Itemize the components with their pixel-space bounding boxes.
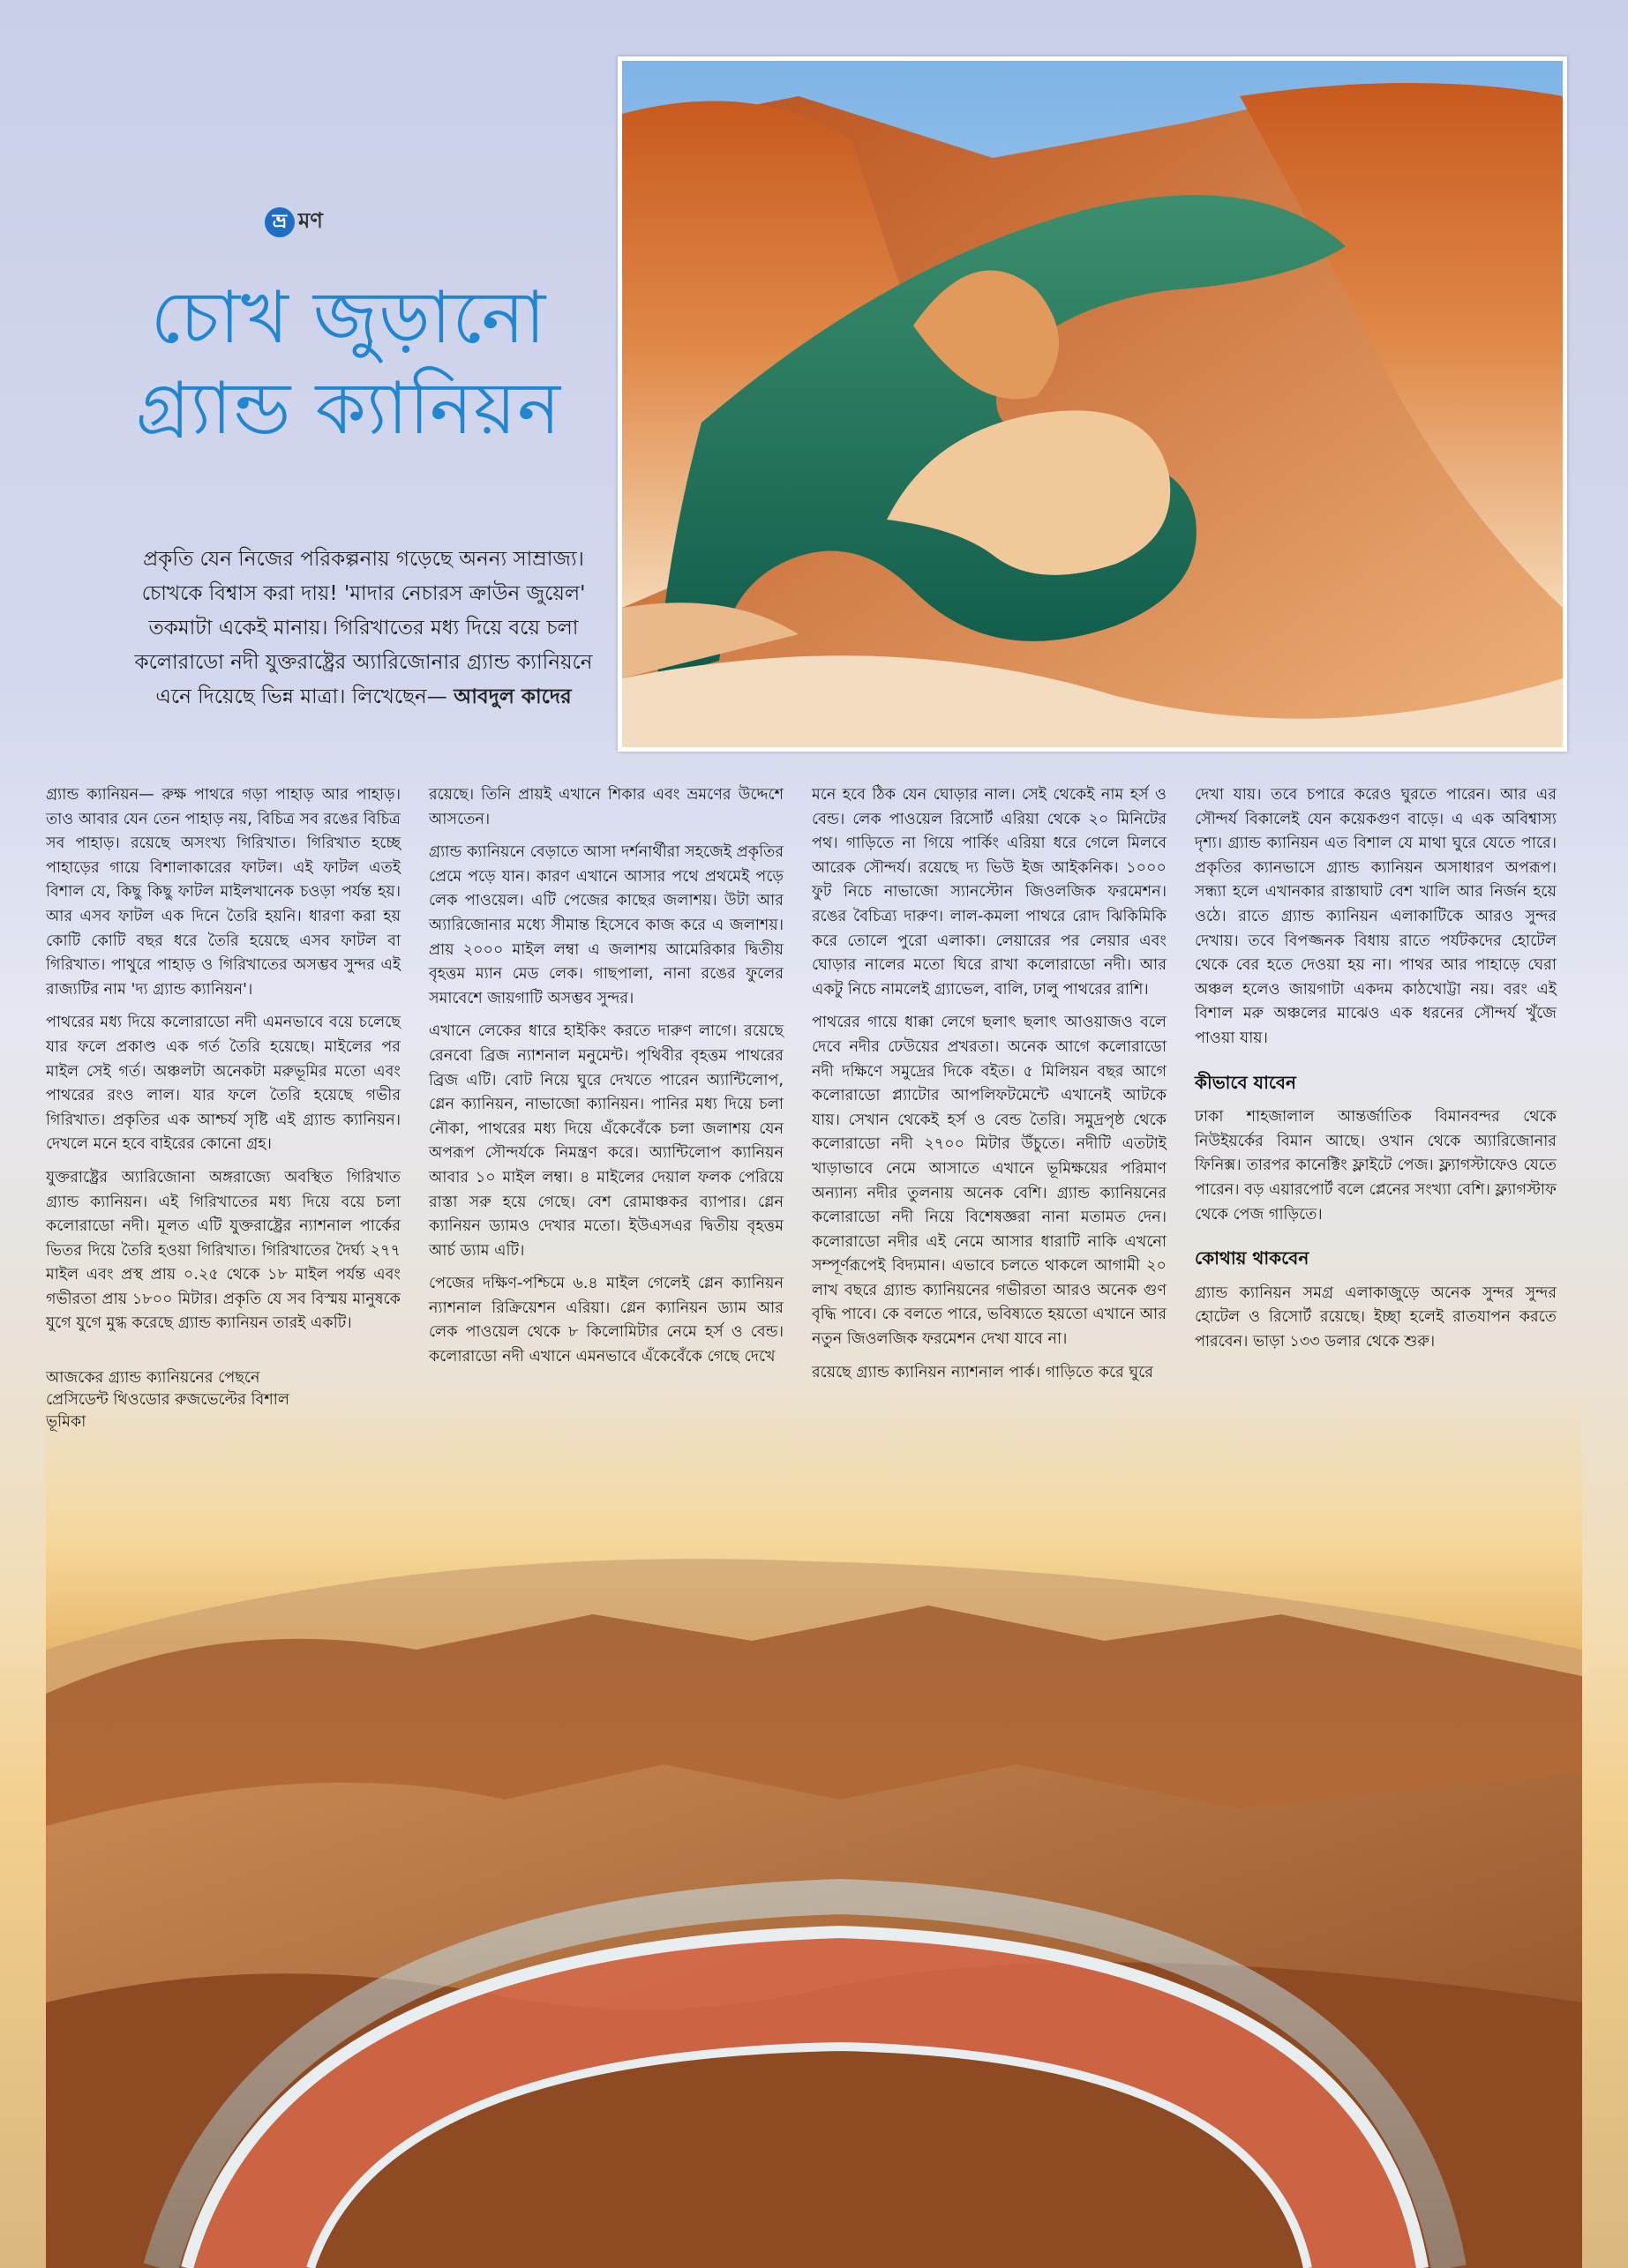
column-3	[812, 783, 1167, 1394]
section-label: মণ	[298, 208, 323, 233]
paragraph: দেখা যায়। তবে চপারে করেও ঘুরতে পারেন। আর এর সৌন্দর্য বিকালেই যেন কয়েকগুণ বাড়ে। এ এক অবিশ্বাস্য দৃশ্য। গ্র্যান্ড ক্যানিয়ন এত বিশাল যে মাথা ঘুরে যেতে পারে। প্রকৃতির ক্যানভাসে গ্র্যান্ড ক্যানিয়ন অসাধারণ অপরূপ। সন্ধ্যা হলে এখানকার রাস্তাঘাট বেশ খালি আর নির্জন হয়ে ওঠে। রাতে গ্র্যান্ড ক্যানিয়ন এলাকাটিকে আরও সুন্দর দেখায়। তবে বিপজ্জনক বিধায় রাতে পর্যটকদের হোটেল থেকে বের হতে দেওয়া হয় না। পাথর আর পাহাড়ে ঘেরা অঞ্চল হলেও জায়গাটা একদম কাঠখোট্টা নয়। বরং এই বিশাল মরু অঞ্চলের মাঝেও এক ধরনের সৌন্দর্য খুঁজে পাওয়া যায়।	[1195, 786, 1557, 1047]
headline	[88, 273, 609, 454]
skywalk-illustration	[46, 1385, 1582, 2268]
horseshoe-canyon-photo	[618, 56, 1567, 752]
where-to-stay-heading: কোথায় থাকবেন	[1195, 1247, 1309, 1269]
paragraph: যুক্তরাষ্ট্রের অ্যারিজোনা অঙ্গরাজ্যে অবস্থিত গিরিখাত গ্র্যান্ড ক্যানিয়ন। এই গিরিখাতের মধ্য দিয়ে বয়ে চলা কলোরাডো নদী। মূলত এটি যুক্তরাষ্ট্রের ন্যাশনাল পার্কের ভিতর দিয়ে তৈরি হওয়া গিরিখাত। গিরিখাতের দৈর্ঘ্য ২৭৭ মাইল এবং প্রস্থ প্রায় ০.২৫ থেকে ১৮ মাইল পর্যন্ত এবং গভীরতা প্রায় ১৮০০ মিটার। প্রকৃতি যে সব বিস্ময় মানুষকে যুগে যুগে মুগ্ধ করেছে গ্র্যান্ড ক্যানিয়ন তারই একটি।	[46, 1168, 401, 1333]
column-4	[1195, 783, 1557, 1363]
intro-text: প্রকৃতি যেন নিজের পরিকল্পনায় গড়েছে অনন্য সাম্রাজ্য। চোখকে বিশ্বাস করা দায়! 'মাদার নেচারস ক্রাউন জুয়েল' তকমাটা একেই মানায়। গিরিখাতের মধ্য দিয়ে বয়ে চলা কলোরাডো নদী যুক্তরাষ্ট্রের অ্যারিজোনার গ্র্যান্ড ক্যানিয়নে এনে দিয়েছে ভিন্ন মাত্রা।	[134, 548, 593, 708]
byline-prefix: লিখেছেন—	[351, 685, 447, 708]
how-to-go-heading: কীভাবে যাবেন	[1195, 1071, 1296, 1093]
skywalk-photo	[46, 1385, 1582, 2268]
canyon-river-illustration	[622, 61, 1563, 747]
author-name: আবদুল কাদের	[454, 685, 572, 708]
paragraph: পাথরের গায়ে ধাক্কা লেগে ছলাৎ ছলাৎ আওয়াজও বলে দেবে নদীর ঢেউয়ের প্রখরতা। অনেক আগে কলোরাডো নদী দক্ষিণে সমুদ্রের দিকে বইত। ৫ মিলিয়ন বছর আগে কলোরাডো প্ল্যাটোর আপলিফটমেন্টে এখানেই আটকে যায়। সেখান থেকেই হর্স ও বেন্ড তৈরি। সমুদ্রপৃষ্ঠ থেকে কলোরাডো নদী ২৭০০ মিটার উঁচুতে। নদীটি এতটাই খাড়াভাবে নেমে আসাতে এখানে ভূমিক্ষয়ের পরিমাণ অন্যান্য নদীর তুলনায় অনেক বেশি। গ্র্যান্ড ক্যানিয়নের কলোরাডো নদী নিয়ে বিশেষজ্ঞরা নানা মতামত দেন। কলোরাডো নদীর এই নেমে আসার ধারাটি নাকি এখনো সম্পূর্ণরূপেই বিদ্যমান। এভাবে চলতে থাকলে আগামী ২০ লাখ বছরে গ্র্যান্ড ক্যানিয়নের গভীরতা আরও অনেক গুণ বৃদ্ধি পাবে। কে বলতে পারে, ভবিষ্যতে হয়তো এখানে আর নতুন জিওলজিক ফরমেশন দেখা যাবে না।	[812, 1014, 1167, 1349]
section-tag	[265, 205, 323, 240]
headline-line-1: চোখ জুড়ানো	[150, 276, 547, 360]
how-to-go-text: ঢাকা শাহজালাল আন্তর্জাতিক বিমানবন্দর থেকে নিউইয়র্কের বিমান আছে। ওখান থেকে অ্যারিজোনার ফিনিক্স। তারপর কানেক্টিং ফ্লাইটে পেজ। ফ্ল্যাগস্টাফেও যেতে পারেন। বড় এয়ারপোর্ট বলে প্লেনের সংখ্যা বেশি। ফ্ল্যাগস্টাফ থেকে পেজ গাড়িতে।	[1195, 1108, 1557, 1224]
paragraph: গ্র্যান্ড ক্যানিয়নে বেড়াতে আসা দর্শনার্থীরা সহজেই প্রকৃতির প্রেমে পড়ে যান। কারণ এখানে আসার পথে প্রথমেই পড়ে লেক পাওয়েল। এটি পেজের কাছের জলাশয়। উটা আর অ্যারিজোনার মধ্যে সীমান্ত হিসেবে কাজ করে এ জলাশয়। প্রায় ২০০০ মাইল লম্বা এ জলাশয় আমেরিকার দ্বিতীয় বৃহত্তম ম্যান মেড লেক। গাছপালা, নানা রঙের ফুলের সমাবেশে জায়গাটি অসম্ভব সুন্দর।	[429, 843, 784, 1007]
column-2	[429, 783, 784, 1379]
where-to-stay-text: গ্র্যান্ড ক্যানিয়ন সমগ্র এলাকাজুড়ে অনেক সুন্দর সুন্দর হোটেল ও রিসোর্ট রয়েছে। ইচ্ছা হলেই রাতযাপন করতে পারবেন। ভাড়া ১৩৩ ডলার থেকে শুরু।	[1195, 1284, 1557, 1351]
paragraph: এখানে লেকের ধারে হাইকিং করতে দারুণ লাগে। রয়েছে রেনবো ব্রিজ ন্যাশনাল মনুমেন্ট। পৃথিবীর বৃহত্তম পাথরের ব্রিজ এটি। বোট নিয়ে ঘুরে দেখতে পারেন অ্যান্টিলোপ, গ্লেন ক্যানিয়ন, নাভাজো ক্যানিয়ন। পানির মধ্য দিয়ে চলা নৌকা, পাথরের মধ্য দিয়ে এঁকেবেঁকে চলা জলাশয় যেন অপরূপ সৌন্দর্যকে নিমন্ত্রণ করে। অ্যান্টিলোপ ক্যানিয়ন আবার ১০ মাইল লম্বা। ৪ মাইলের দেয়াল ফলক পেরিয়ে রাস্তা সরু হয়ে গেছে। বেশ রোমাঞ্চকর ব্যাপার। গ্লেন ক্যানিয়ন ড্যামও দেখার মতো। ইউএসএর দ্বিতীয় বৃহত্তম আর্চ ড্যাম এটি।	[429, 1022, 784, 1260]
column-1	[46, 783, 401, 1345]
paragraph: পাথরের মধ্য দিয়ে কলোরাডো নদী এমনভাবে বয়ে চলেছে যার ফলে প্রকাণ্ড এক গর্ত তৈরি হয়েছে। মাইলের পর মাইল সেই গর্ত। অঞ্চলটা অনেকটা মরুভূমির মতো এবং পাথরের রংও লাল। যার ফলে তৈরি হয়েছে গভীর গিরিখাত। প্রকৃতির এক আশ্চর্য সৃষ্টি এই গ্র্যান্ড ক্যানিয়ন। দেখলে মনে হবে বাইরের কোনো গ্রহ।	[46, 1014, 401, 1154]
paragraph: রয়েছে গ্র্যান্ড ক্যানিয়ন ন্যাশনাল পার্ক। গাড়িতে করে ঘুরে	[812, 1363, 1153, 1381]
intro-paragraph	[122, 543, 605, 715]
paragraph: পেজের দক্ষিণ-পশ্চিমে ৬.৪ মাইল গেলেই গ্লেন ক্যানিয়ন ন্যাশনাল রিক্রিয়েশন এরিয়া। গ্লেন ক্যানিয়ন ড্যাম আর লেক পাওয়েল থেকে ৮ কিলোমিটার নেমে হর্স ও বেন্ড। কলোরাডো নদী এখানে এমনভাবে এঁকেবেঁকে গেছে দেখে	[429, 1275, 784, 1366]
paragraph: রয়েছে। তিনি প্রায়ই এখানে শিকার এবং ভ্রমণের উদ্দেশে আসতেন।	[429, 786, 784, 828]
paragraph: মনে হবে ঠিক যেন ঘোড়ার নাল। সেই থেকেই নাম হর্স ও বেন্ড। লেক পাওয়েল রিসোর্ট এরিয়া থেকে ২০ মিনিটের পথ। গাড়িতে না গিয়ে পার্কিং এরিয়া ধরে গেলে মিলবে আরেক সৌন্দর্য। রয়েছে দ্য ভিউ ইজ আইকনিক। ১০০০ ফুট নিচে নাভাজো স্যানস্টোন জিওলজিক ফরমেশন। রঙের বৈচিত্র্য দারুণ। লাল-কমলা পাথরে রোদ ঝিকিমিকি করে তোলে পুরো এলাকা। লেয়ারের পর লেয়ার এবং ঘোড়ার নালের মতো ঘিরে রাখা কলোরাডো নদী। আর একটু নিচে নামলেই গ্র্যাভেল, বালি, ঢালু পাথরের রাশি।	[812, 786, 1167, 999]
section-badge: ভ্র	[265, 207, 295, 237]
headline-line-2: গ্র্যান্ড ক্যানিয়ন	[135, 366, 562, 451]
photo-caption: আজকের গ্র্যান্ড ক্যানিয়নের পেছনে প্রেসিডেন্ট থিওডোর রুজভেল্টের বিশাল ভূমিকা	[46, 1369, 289, 1431]
paragraph: গ্র্যান্ড ক্যানিয়ন— রুক্ষ পাথরে গড়া পাহাড় আর পাহাড়। তাও আবার যেন তেন পাহাড় নয়, বিচিত্র সব রঙের বিচিত্র সব পাহাড়। রয়েছে অসংখ্য গিরিখাত। গিরিখাত হচ্ছে পাহাড়ের গায়ে বিশালাকারের ফাটল। এই ফাটল এতই বিশাল যে, কিছু কিছু ফাটল মাইলখানেক চওড়া পর্যন্ত হয়। আর এসব ফাটল এক দিনে তৈরি হয়নি। ধারণা করা হয় কোটি কোটি বছর ধরে তৈরি হয়েছে এসব ফাটল বা গিরিখাত। পাথুরে পাহাড় ও গিরিখাতের অসম্ভব সুন্দর এই রাজ্যটির নাম 'দ্য গ্র্যান্ড ক্যানিয়ন'।	[46, 786, 401, 999]
